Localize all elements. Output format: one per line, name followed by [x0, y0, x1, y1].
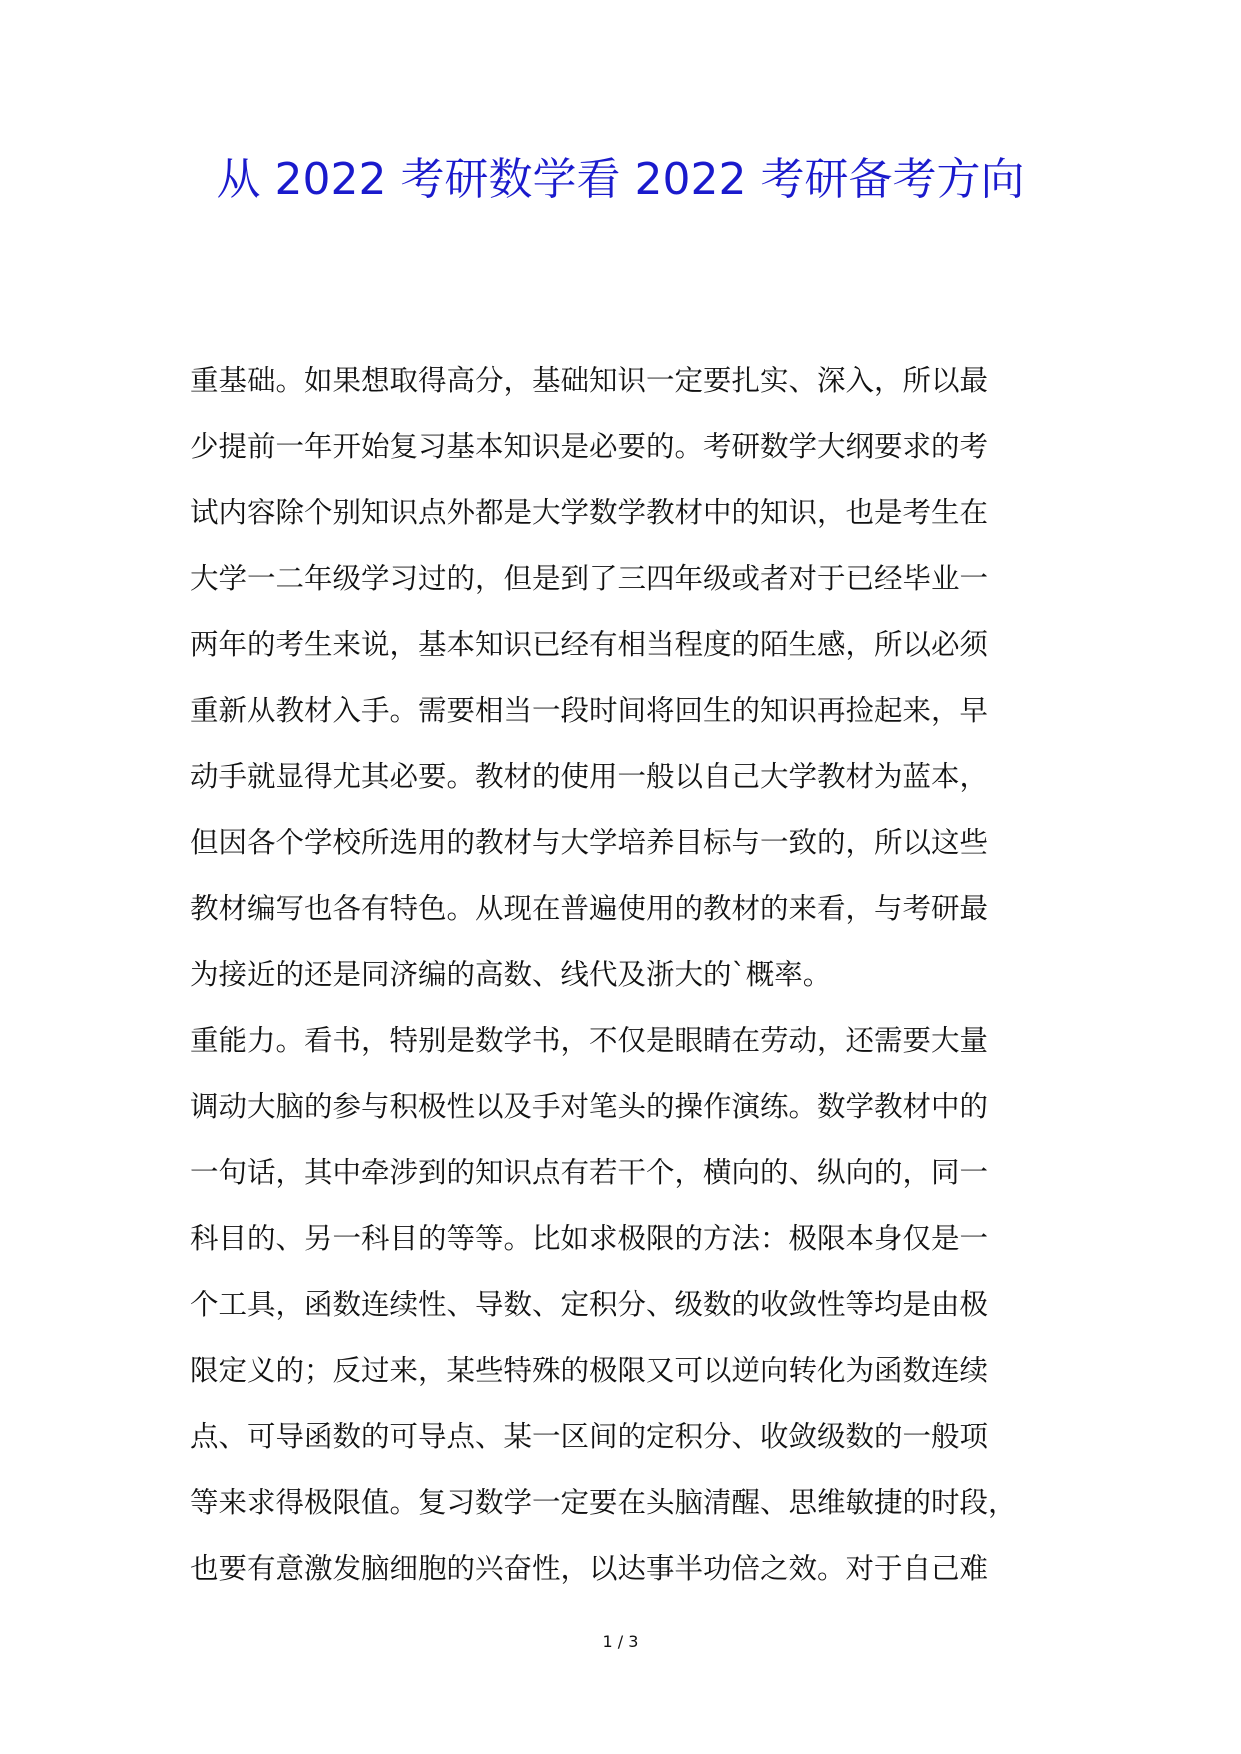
document-body: [190, 348, 1052, 1602]
body-line: 调动大脑的参与积极性以及手对笔头的操作演练。数学教材中的: [190, 1090, 989, 1123]
body-line: 也要有意激发脑细胞的兴奋性，以达事半功倍之效。对于自己难: [190, 1552, 989, 1585]
body-line: 为接近的还是同济编的高数、线代及浙大的`概率。: [190, 958, 832, 991]
body-line: 重基础。如果想取得高分，基础知识一定要扎实、深入，所以最: [190, 364, 989, 397]
body-line: 教材编写也各有特色。从现在普遍使用的教材的来看，与考研最: [190, 892, 989, 925]
body-line: 两年的考生来说，基本知识已经有相当程度的陌生感，所以必须: [190, 628, 989, 661]
body-line: 试内容除个别知识点外都是大学数学教材中的知识，也是考生在: [190, 496, 989, 529]
body-line: 个工具，函数连续性、导数、定积分、级数的收敛性等均是由极: [190, 1288, 989, 1321]
document-title: 从 2022 考研数学看 2022 考研备考方向: [216, 154, 1025, 205]
body-line: 科目的、另一科目的等等。比如求极限的方法：极限本身仅是一: [190, 1222, 989, 1255]
page-number: 1 / 3: [602, 1632, 639, 1651]
body-line: 等来求得极限值。复习数学一定要在头脑清醒、思维敏捷的时段，: [190, 1486, 1017, 1519]
body-line: 动手就显得尤其必要。教材的使用一般以自己大学教材为蓝本，: [190, 760, 989, 793]
body-line: 一句话，其中牵涉到的知识点有若干个，横向的、纵向的，同一: [190, 1156, 989, 1189]
body-line: 少提前一年开始复习基本知识是必要的。考研数学大纲要求的考: [190, 430, 989, 463]
body-line: 重新从教材入手。需要相当一段时间将回生的知识再捡起来，早: [190, 694, 989, 727]
body-line: 但因各个学校所选用的教材与大学培养目标与一致的，所以这些: [190, 826, 989, 859]
body-line: 大学一二年级学习过的，但是到了三四年级或者对于已经毕业一: [190, 562, 989, 595]
body-line: 限定义的；反过来，某些特殊的极限又可以逆向转化为函数连续: [190, 1354, 989, 1387]
body-line: 重能力。看书，特别是数学书，不仅是眼睛在劳动，还需要大量: [190, 1024, 989, 1057]
body-line: 点、可导函数的可导点、某一区间的定积分、收敛级数的一般项: [190, 1420, 989, 1453]
